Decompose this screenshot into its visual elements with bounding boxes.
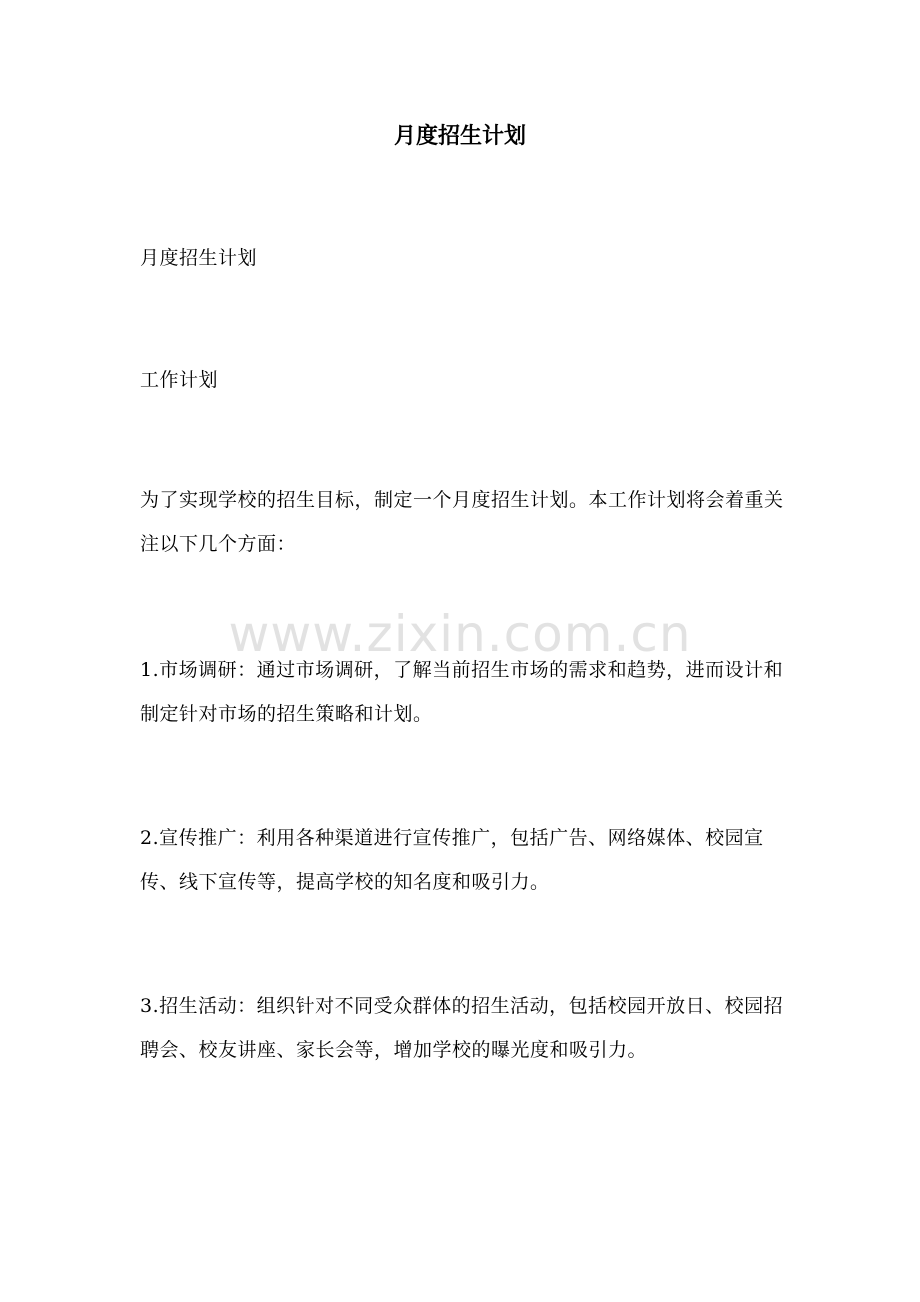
document-title: 月度招生计划 [393,123,526,149]
list-item-enrollment-activities: 3.招生活动：组织针对不同受众群体的招生活动，包括校园开放日、校园招聘会、校友讲座、家长会等，增加学校的曝光度和吸引力。 [140,995,784,1061]
section-heading: 工作计划 [140,369,219,391]
watermark: www.zixin.com.cn [228,605,692,663]
document-subtitle: 月度招生计划 [140,247,258,269]
list-item-promotion: 2.宣传推广：利用各种渠道进行宣传推广，包括广告、网络媒体、校园宣传、线下宣传等，提高学校的知名度和吸引力。 [140,827,764,893]
intro-paragraph: 为了实现学校的招生目标，制定一个月度招生计划。本工作计划将会着重关注以下几个方面： [140,489,784,555]
list-item-market-research: 1.市场调研：通过市场调研，了解当前招生市场的需求和趋势，进而设计和制定针对市场的招生策略和计划。 [140,659,784,725]
